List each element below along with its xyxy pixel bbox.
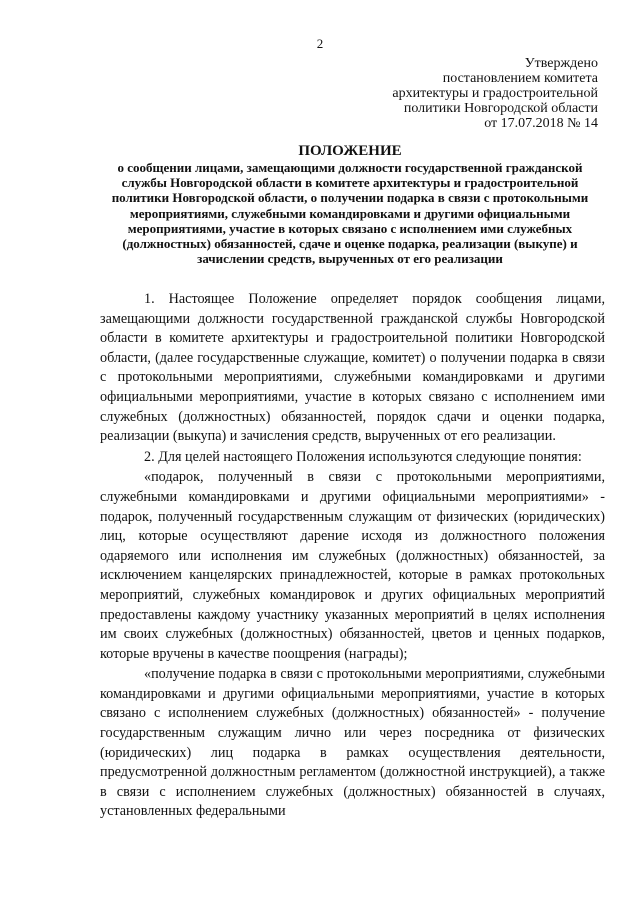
approval-line: Утверждено <box>524 56 598 71</box>
approval-line: постановлением комитета <box>442 71 598 86</box>
approval-line: архитектуры и градостроительной <box>392 86 598 101</box>
document-body <box>100 290 605 822</box>
paragraph: 1. Настоящее Положение определяет порядок сообщения лицами, замещающими должности государственной гражданской службы Новгородской области в комитете архитектуры и градостроительной политики Новгородской области, (далее государственные служащие, комитет) о получении подарка в связи с протокольными мероприятиями, служебными командировками и другими официальными мероприятиями, участие в которых связано с исполнением ими служебных (должностных) обязанностей, порядок сдачи и оценки подарка, реализации (выкупа) и зачисления средств, вырученных от его реализации. <box>100 291 605 445</box>
title-subtitle: о сообщении лицами, замещающими должности государственной гражданской службы Новгородской области в комитете архитектуры и градостроительной политики Новгородской области, о получении подарка в связи с протокольными мероприятиями, служебными командировками и другими официальными мероприятиями, участие в которых связано с исполнением ими служебных (должностных) обязанностей, сдаче и оценке подарка, реализации (выкупе) и зачислении средств, вырученных от его реализации <box>111 160 589 267</box>
approval-date: от 17.07.2018 № 14 <box>484 116 598 131</box>
approval-line: политики Новгородской области <box>403 101 598 116</box>
paragraph: «подарок, полученный в связи с протокольными мероприятиями, служебными командировками и другими официальными мероприятиями» - подарок, полученный государственным служащим от физических (юридических) лиц, которые осуществляют дарение исходя из должностного положения одаряемого или исполнения им служебных (должностных) обязанностей, за исключением канцелярских принадлежностей, которые в рамках протокольных мероприятий, служебных командировок и других официальных мероприятий предоставлены каждому участнику указанных мероприятий в целях исполнения им своих служебных (должностных) обязанностей, цветов и ценных подарков, которые вручены в качестве поощрения (награды); <box>100 469 605 662</box>
approval-stamp <box>392 56 598 131</box>
page-number: 2 <box>316 36 324 51</box>
paragraph: «получение подарка в связи с протокольными мероприятиями, служебными командировками и другими официальными мероприятиями, участие в которых связано с исполнением служебных (должностных) обязанностей» - получение государственным служащим лично или через посредника от физических (юридических) лиц подарка в рамках осуществления деятельности, предусмотренной должностным регламентом (должностной инструкцией), а также в связи с исполнением служебных (должностных) обязанностей в случаях, установленных федеральными <box>100 666 605 820</box>
title-main: ПОЛОЖЕНИЕ <box>298 143 402 159</box>
document-title <box>100 142 600 266</box>
paragraph: 2. Для целей настоящего Положения используются следующие понятия: <box>144 448 582 465</box>
